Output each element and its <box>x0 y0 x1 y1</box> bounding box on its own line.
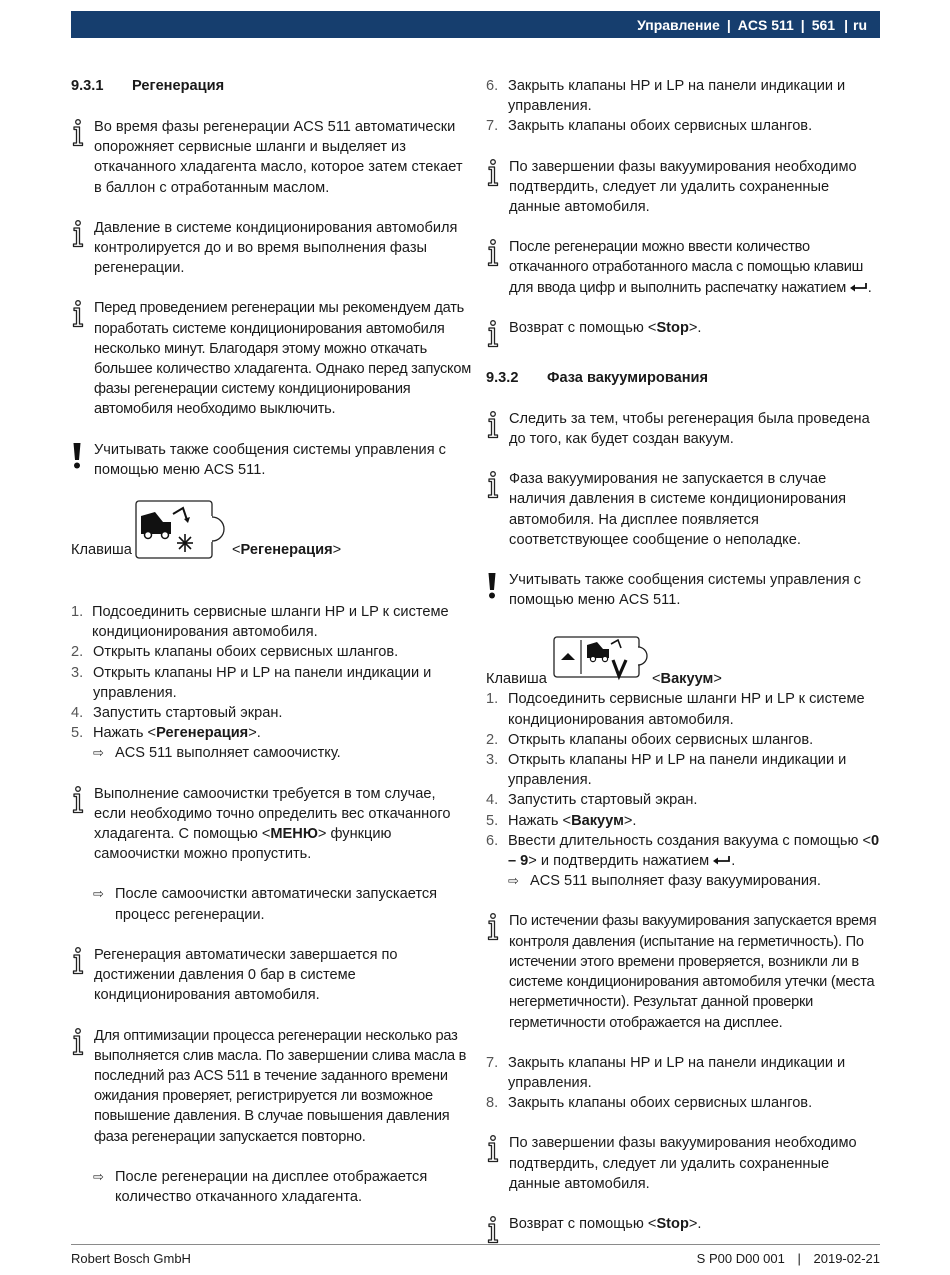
info-note <box>486 911 880 1032</box>
note-text: Перед проведением регенерации мы рекомендуем дать поработать системе кондиционирования автомобиля несколько минут. Благодаря этому можно откачать большее количество хладагента. Однако перед запуском фазы регенерации систему кондиционирования автомобиля необходимо выключить. <box>94 300 472 418</box>
note-text: Возврат с помощью <Stop>. <box>509 319 702 336</box>
list-item: 1. Подсоединить сервисные шланги HP и LP к системе кондиционирования автомобиля. <box>71 604 449 641</box>
warning-note <box>71 440 471 480</box>
key-name: <Вакуум> <box>652 671 722 688</box>
list-item: 8. Закрыть клапаны обоих сервисных шлангов. <box>486 1095 813 1112</box>
header-page-number: 561 <box>811 16 836 33</box>
key-label: Клавиша <box>486 671 547 688</box>
info-note <box>71 218 471 279</box>
list-item: 6. Ввести длительность создания вакуума с помощью <0 – 9> и подтвердить нажатием . <box>486 832 880 870</box>
note-text: Следить за тем, чтобы регенерация была проведена до того, как будет создан вакуум. <box>509 410 870 448</box>
info-icon <box>71 298 94 328</box>
warning-text: Учитывать также сообщения системы управления с помощью меню ACS 511. <box>94 441 446 478</box>
info-note <box>486 237 880 298</box>
enter-key-icon <box>850 280 868 296</box>
footer-meta <box>697 1251 880 1266</box>
exclamation-icon <box>71 440 94 470</box>
note-text: Регенерация автоматически завершается по достижении давления 0 бар в системе кондиционирования автомобиля. <box>94 946 398 1004</box>
header-separator: | <box>726 16 731 33</box>
info-note <box>486 1214 880 1244</box>
header-separator: | <box>844 16 848 33</box>
exclamation-icon <box>486 570 509 600</box>
list-item: 1. Подсоединить сервисные шланги HP и LP к системе кондиционирования автомобиля. <box>486 691 865 728</box>
result-arrow-icon: ⇨ <box>93 1168 104 1184</box>
info-icon <box>486 409 509 439</box>
note-text: Для оптимизации процесса регенерации несколько раз выполняется слив масла. По завершении слива масла в последний раз ACS 511 в течение заданного времени ожидания проверяет, регистрируется ли возможное повышение давления. В случае повышения давления фаза регенерации запускается повторно. <box>94 1027 467 1145</box>
list-item: 5. Нажать <Регенерация>. <box>71 725 261 742</box>
footer-divider <box>71 1244 880 1245</box>
info-note <box>486 1133 880 1194</box>
list-item: 7. Закрыть клапаны HP и LP на панели индикации и управления. <box>486 1054 846 1091</box>
enter-key-icon <box>713 853 731 869</box>
step-list <box>486 1053 880 1114</box>
info-icon <box>486 1214 509 1244</box>
page-header <box>71 11 880 38</box>
list-item: 2. Открыть клапаны обоих сервисных шлангов. <box>71 644 399 661</box>
info-icon <box>486 469 509 499</box>
key-row-regeneration <box>71 500 471 564</box>
info-icon <box>71 784 94 814</box>
regeneration-key-icon <box>135 500 227 564</box>
list-item: 6. Закрыть клапаны HP и LP на панели индикации и управления. <box>486 78 846 115</box>
list-item: 3. Открыть клапаны HP и LP на панели индикации и управления. <box>71 664 432 701</box>
section-number: 9.3.2 <box>486 369 519 386</box>
list-item: 4. Запустить стартовый экран. <box>71 705 283 722</box>
info-icon <box>486 157 509 187</box>
info-icon <box>486 237 509 267</box>
info-note <box>71 1026 471 1147</box>
key-label: Клавиша <box>71 542 132 559</box>
result-line: ⇨ После регенерации на дисплее отображается количество откачанного хладагента. <box>71 1167 471 1207</box>
note-text: Выполнение самоочистки требуется в том случае, если необходимо точно определить вес откачанного хладагента. С помощью <МЕНЮ> функцию самоочистки можно пропустить. <box>94 785 451 863</box>
list-item: 2. Открыть клапаны обоих сервисных шлангов. <box>486 731 814 748</box>
result-arrow-icon: ⇨ <box>508 873 519 889</box>
right-column <box>486 76 880 1264</box>
note-text: Возврат с помощью <Stop>. <box>509 1215 702 1232</box>
step-list <box>71 602 471 743</box>
info-icon <box>486 911 509 941</box>
list-item: 7. Закрыть клапаны обоих сервисных шлангов. <box>486 118 813 135</box>
list-item: 5. Нажать <Вакуум>. <box>486 812 637 829</box>
result-line: ⇨ ACS 511 выполняет самоочистку. <box>71 743 471 763</box>
section-title: Регенерация <box>132 78 225 94</box>
note-text: По истечении фазы вакуумирования запускается время контроля давления (испытание на герметичность). По истечении этого времени проверяется, возникли ли в системе кондиционирования автомобиля утечки (места негерметичности). Результат данной проверки герметичности отображается на дисплее. <box>509 913 877 1031</box>
info-icon <box>71 945 94 975</box>
left-column <box>71 76 471 1207</box>
info-note <box>486 469 880 550</box>
result-arrow-icon: ⇨ <box>93 745 104 761</box>
list-item: 3. Открыть клапаны HP и LP на панели индикации и управления. <box>486 752 847 789</box>
result-arrow-icon: ⇨ <box>93 886 104 902</box>
info-note <box>71 117 471 198</box>
warning-note <box>486 570 880 610</box>
warning-text: Учитывать также сообщения системы управления с помощью меню ACS 511. <box>509 572 861 609</box>
note-text: После регенерации можно ввести количество откачанного отработанного масла с помощью клавиш для ввода цифр и выполнить распечатку нажатием . <box>509 239 872 296</box>
note-text: Во время фазы регенерации ACS 511 автоматически опорожняет сервисные шланги и выделяет из откачанного хладагента масло, которое затем стекает в баллон с отработанным маслом. <box>94 119 463 196</box>
section-number: 9.3.1 <box>71 78 104 94</box>
footer-company: Robert Bosch GmbH <box>71 1251 191 1266</box>
vacuum-key-icon <box>553 636 649 686</box>
info-icon <box>71 1026 94 1056</box>
footer-date: 2019-02-21 <box>813 1251 880 1266</box>
footer-separator: | <box>797 1251 801 1266</box>
info-note <box>71 945 471 1006</box>
result-line: ⇨ После самоочистки автоматически запускается процесс регенерации. <box>71 884 471 924</box>
info-icon <box>486 318 509 348</box>
note-text: По завершении фазы вакуумирования необходимо подтвердить, следует ли удалить сохраненные данные автомобиля. <box>509 1135 857 1192</box>
info-note <box>486 409 880 449</box>
section-title: Фаза вакуумирования <box>547 369 709 386</box>
info-note <box>71 298 471 419</box>
info-icon <box>486 1133 509 1163</box>
section-heading-vacuum <box>486 368 880 388</box>
header-language: ru <box>853 16 867 33</box>
header-separator: | <box>800 16 805 33</box>
step-list <box>486 689 880 871</box>
footer-document-number: S P00 D00 001 <box>696 1251 785 1266</box>
info-note <box>486 318 880 348</box>
key-name: <Регенерация> <box>232 542 342 559</box>
step-list <box>486 76 880 137</box>
info-icon <box>71 117 94 147</box>
note-text: Фаза вакуумирования не запускается в случае наличия давления в системе кондиционирования автомобиля. На дисплее появляется соответствующее сообщение о неполадке. <box>509 471 847 548</box>
header-product: ACS 511 <box>737 16 794 33</box>
header-section: Управление <box>637 16 720 33</box>
info-note <box>71 784 471 865</box>
result-line: ⇨ ACS 511 выполняет фазу вакуумирования. <box>486 871 880 891</box>
info-icon <box>71 218 94 248</box>
note-text: Давление в системе кондиционирования автомобиля контролируется до и во время выполнения фазы регенерации. <box>94 219 458 277</box>
note-text: По завершении фазы вакуумирования необходимо подтвердить, следует ли удалить сохраненные данные автомобиля. <box>509 158 857 216</box>
info-note <box>486 157 880 218</box>
list-item: 4. Запустить стартовый экран. <box>486 792 698 809</box>
section-heading-regeneration <box>71 76 471 96</box>
key-row-vacuum <box>486 630 880 689</box>
